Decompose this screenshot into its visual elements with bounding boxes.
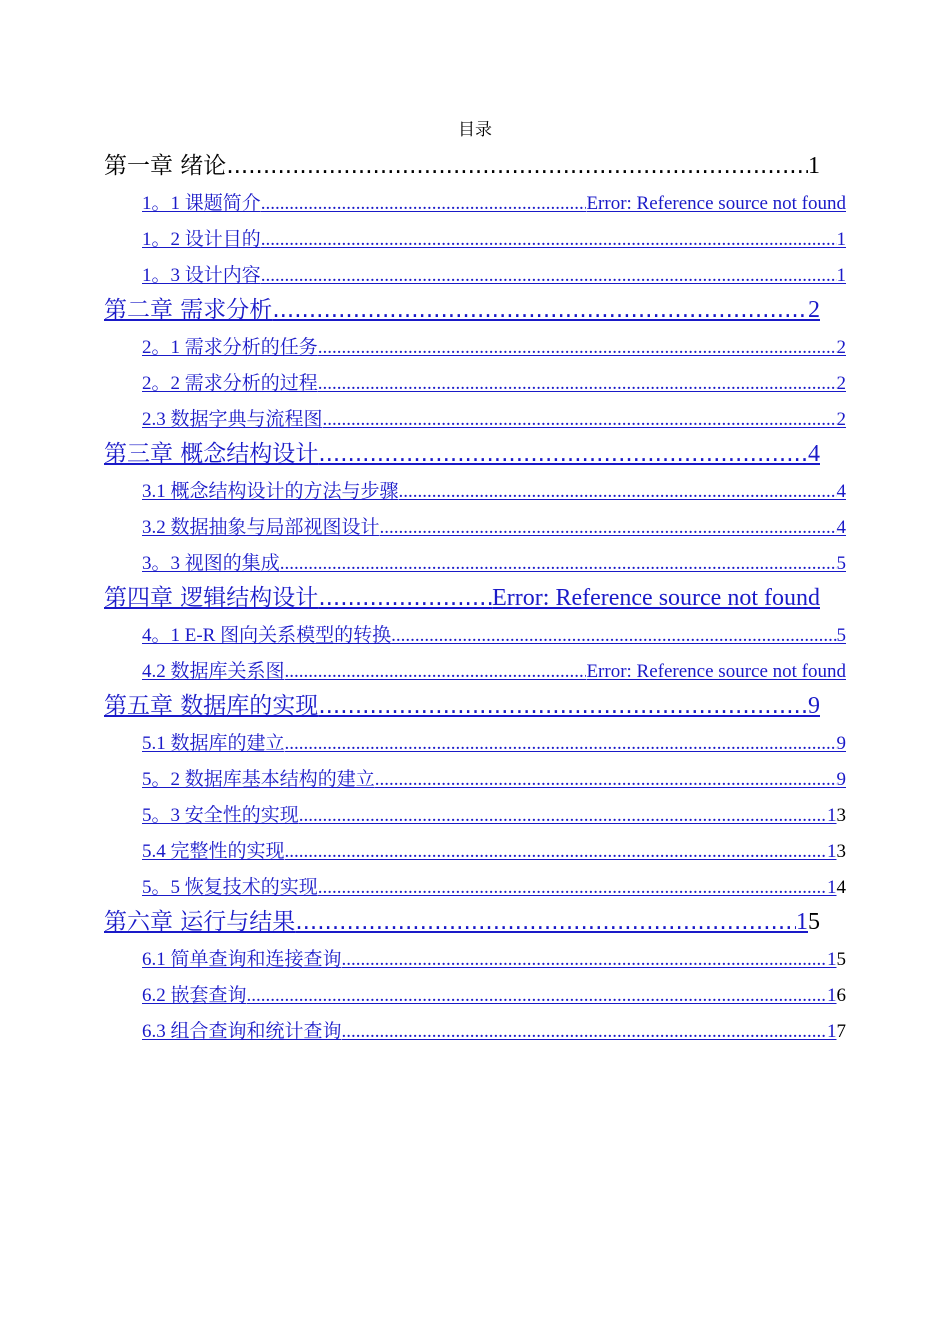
toc-page-number: 1	[808, 153, 820, 179]
toc-page-number-tail: 5	[808, 909, 820, 935]
toc-page-number: Error: Reference source not found	[492, 585, 820, 611]
toc-page-number-tail: 3	[836, 841, 846, 862]
toc-section-link[interactable]	[142, 228, 846, 252]
toc-dot-leader	[285, 840, 827, 864]
toc-page-number: 5	[836, 625, 846, 646]
toc-entry-label: 5。5 恢复技术的实现	[142, 877, 318, 898]
toc-section-link[interactable]	[142, 984, 837, 1008]
toc-dot-leader	[318, 584, 492, 612]
toc-entry-label: 1。3 设计内容	[142, 265, 261, 286]
toc-list	[0, 148, 950, 1048]
toc-chapter-entry	[104, 436, 820, 472]
toc-page-number-tail: 6	[836, 985, 846, 1006]
toc-page-number: 2	[808, 297, 820, 323]
toc-dot-leader	[272, 296, 808, 324]
toc-page-number: 4	[836, 481, 846, 502]
toc-section-entry	[142, 832, 846, 868]
toc-page-number: 4	[808, 441, 820, 467]
toc-dot-leader	[318, 876, 827, 900]
toc-entry-label: 5。3 安全性的实现	[142, 805, 299, 826]
toc-page-number-tail: 7	[836, 1021, 846, 1042]
toc-dot-leader	[285, 660, 587, 684]
toc-section-entry	[142, 652, 846, 688]
toc-section-entry	[142, 364, 846, 400]
toc-section-entry	[142, 256, 846, 292]
toc-section-link[interactable]	[142, 408, 846, 432]
toc-entry-label: 5。2 数据库基本结构的建立	[142, 769, 375, 790]
toc-dot-leader	[342, 1020, 827, 1044]
toc-page-number: Error: Reference source not found	[586, 193, 846, 214]
toc-dot-leader	[295, 908, 796, 936]
toc-section-link[interactable]	[142, 336, 846, 360]
toc-entry-label: 4.2 数据库关系图	[142, 661, 285, 682]
toc-dot-leader	[247, 984, 827, 1008]
toc-dot-leader	[280, 552, 837, 576]
toc-section-link[interactable]	[142, 624, 846, 648]
toc-entry-label: 6.2 嵌套查询	[142, 985, 247, 1006]
toc-dot-leader	[375, 768, 837, 792]
toc-page-number-tail: 3	[836, 805, 846, 826]
toc-dot-leader	[261, 228, 837, 252]
toc-entry-label: 3.1 概念结构设计的方法与步骤	[142, 481, 399, 502]
toc-dot-leader	[342, 948, 827, 972]
toc-entry-label: 第三章 概念结构设计	[104, 441, 319, 467]
toc-section-entry	[142, 508, 846, 544]
toc-entry-label: 第一章 绪论	[104, 153, 227, 179]
toc-entry-label: 5.4 完整性的实现	[142, 841, 285, 862]
toc-chapter-link[interactable]	[104, 584, 820, 612]
toc-chapter-link[interactable]	[104, 692, 820, 720]
toc-dot-leader	[226, 152, 808, 180]
toc-section-link[interactable]	[142, 372, 846, 396]
toc-entry-label: 2。2 需求分析的过程	[142, 373, 318, 394]
toc-page-number: 1	[827, 877, 837, 898]
toc-chapter-entry	[104, 292, 820, 328]
toc-page-number: Error: Reference source not found	[586, 661, 846, 682]
toc-entry-label: 3。3 视图的集成	[142, 553, 280, 574]
toc-chapter-link[interactable]	[104, 152, 820, 180]
toc-section-link[interactable]	[142, 804, 837, 828]
toc-chapter-entry	[104, 148, 820, 184]
toc-section-entry	[142, 400, 846, 436]
toc-dot-leader	[318, 336, 837, 360]
toc-chapter-link[interactable]	[104, 296, 820, 324]
toc-dot-leader	[285, 732, 837, 756]
toc-entry-label: 1。1 课题简介	[142, 193, 261, 214]
toc-entry-label: 第五章 数据库的实现	[104, 693, 319, 719]
toc-entry-label: 6.3 组合查询和统计查询	[142, 1021, 342, 1042]
toc-dot-leader	[261, 192, 587, 216]
toc-section-entry	[142, 220, 846, 256]
toc-chapter-link[interactable]	[104, 908, 808, 936]
toc-entry-label: 2.3 数据字典与流程图	[142, 409, 323, 430]
toc-page-number: 9	[836, 769, 846, 790]
toc-page-number: 2	[836, 337, 846, 358]
toc-section-entry	[142, 616, 846, 652]
toc-section-entry	[142, 724, 846, 760]
toc-dot-leader	[399, 480, 837, 504]
toc-chapter-entry	[104, 688, 820, 724]
toc-page-number: 1	[827, 949, 837, 970]
toc-entry-label: 6.1 简单查询和连接查询	[142, 949, 342, 970]
toc-entry-label: 2。1 需求分析的任务	[142, 337, 318, 358]
toc-dot-leader	[323, 408, 837, 432]
toc-section-link[interactable]	[142, 948, 837, 972]
toc-entry-label: 3.2 数据抽象与局部视图设计	[142, 517, 380, 538]
toc-entry-label: 4。1 E-R 图向关系模型的转换	[142, 625, 392, 646]
toc-page-number-tail: 4	[836, 877, 846, 898]
toc-section-link[interactable]	[142, 768, 846, 792]
toc-dot-leader	[391, 624, 836, 648]
toc-page-number: 1	[827, 805, 837, 826]
toc-section-entry	[142, 328, 846, 364]
toc-section-link[interactable]	[142, 732, 846, 756]
toc-page-number: 9	[808, 693, 820, 719]
toc-section-link[interactable]	[142, 516, 846, 540]
toc-section-link[interactable]	[142, 480, 846, 504]
toc-section-entry	[142, 796, 846, 832]
toc-section-link[interactable]	[142, 552, 846, 576]
toc-page-number: 1	[827, 841, 837, 862]
toc-section-link[interactable]	[142, 264, 846, 288]
toc-page-number: 9	[836, 733, 846, 754]
toc-section-entry	[142, 184, 846, 220]
toc-page-number: 1	[836, 265, 846, 286]
toc-section-entry	[142, 868, 846, 904]
toc-section-link[interactable]	[142, 840, 837, 864]
toc-page-number: 1	[827, 1021, 837, 1042]
toc-entry-label: 第四章 逻辑结构设计	[104, 585, 319, 611]
toc-page-number: 5	[836, 553, 846, 574]
toc-entry-label: 第六章 运行与结果	[104, 909, 296, 935]
toc-page-number: 2	[836, 409, 846, 430]
toc-page-number: 1	[836, 229, 846, 250]
toc-dot-leader	[380, 516, 837, 540]
toc-section-link[interactable]	[142, 660, 846, 684]
toc-page-number: 1	[796, 909, 808, 935]
toc-section-link[interactable]	[142, 876, 837, 900]
toc-entry-label: 第二章 需求分析	[104, 297, 273, 323]
toc-page-number: 1	[827, 985, 837, 1006]
toc-chapter-entry	[104, 904, 820, 940]
toc-section-link[interactable]	[142, 192, 846, 216]
toc-entry-label: 1。2 设计目的	[142, 229, 261, 250]
toc-title: 目录	[458, 120, 492, 139]
toc-section-entry	[142, 940, 846, 976]
toc-page-number: 2	[836, 373, 846, 394]
toc-section-entry	[142, 1012, 846, 1048]
toc-dot-leader	[299, 804, 827, 828]
toc-dot-leader	[318, 440, 808, 468]
toc-page-number-tail: 5	[836, 949, 846, 970]
toc-dot-leader	[318, 692, 808, 720]
toc-section-entry	[142, 472, 846, 508]
toc-section-link[interactable]	[142, 1020, 837, 1044]
toc-entry-label: 5.1 数据库的建立	[142, 733, 285, 754]
toc-dot-leader	[261, 264, 837, 288]
toc-dot-leader	[318, 372, 837, 396]
toc-page-number: 4	[836, 517, 846, 538]
toc-section-entry	[142, 760, 846, 796]
toc-section-entry	[142, 544, 846, 580]
toc-chapter-entry	[104, 580, 820, 616]
toc-chapter-link[interactable]	[104, 440, 820, 468]
toc-section-entry	[142, 976, 846, 1012]
